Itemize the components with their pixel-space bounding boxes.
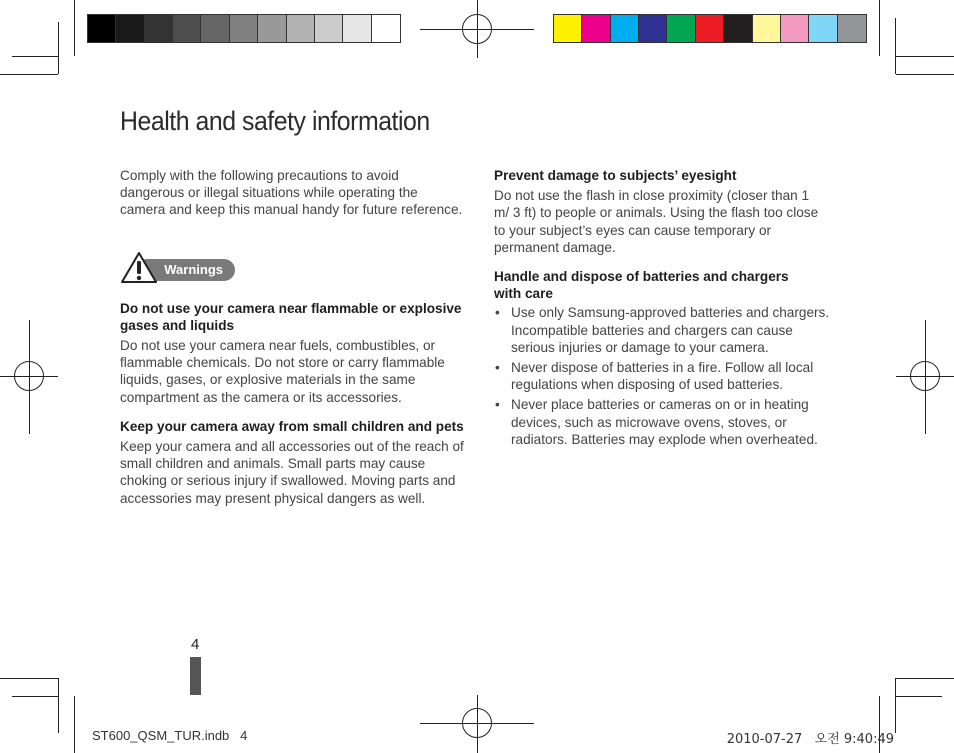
battery-bullet-list <box>494 304 839 448</box>
slug-timestamp: 2010-07-27 오전 9:40:49 <box>726 732 894 747</box>
registration-mark-right <box>910 361 940 391</box>
section-body-flammable: Do not use your camera near fuels, combustibles, or flammable chemicals. Do not store or carry flammable liquids, gases, or explosive materials in the same compartment as the camera or its accessories. <box>120 338 445 405</box>
color-swatch <box>809 15 837 42</box>
warnings-label: Warnings <box>136 259 235 281</box>
color-swatch <box>88 15 116 42</box>
registration-mark-bottom <box>462 708 492 738</box>
color-swatch <box>582 15 610 42</box>
crop-mark-top-left <box>74 0 75 56</box>
color-swatch <box>201 15 229 42</box>
color-swatch <box>554 15 582 42</box>
crop-mark-bottom-right <box>896 696 942 697</box>
section-heading-eyesight: Prevent damage to subjects’ eyesight <box>494 168 737 183</box>
color-swatch <box>639 15 667 42</box>
section-heading-children: Keep your camera away from small children and pets <box>120 418 464 434</box>
left-column <box>120 167 465 507</box>
intro-paragraph: Comply with the following precautions to avoid dangerous or illegal situations while operating the camera and keep this manual handy for future reference. <box>120 168 463 218</box>
color-swatch <box>230 15 258 42</box>
crop-mark-top-right <box>879 0 880 56</box>
section-body-eyesight: Do not use the flash in close proximity (closer than 1 m/ 3 ft) to people or animals. Using the flash too close to your subject’s eyes can cause temporary or permanent damage. <box>494 188 819 255</box>
page-title: Health and safety information <box>120 106 430 136</box>
crop-mark-bottom-left <box>12 696 58 697</box>
warning-triangle-icon <box>120 251 158 285</box>
color-swatch <box>781 15 809 42</box>
color-swatch <box>611 15 639 42</box>
color-swatch <box>145 15 173 42</box>
crop-mark-bottom-right <box>896 678 954 679</box>
section-heading-flammable: Do not use your camera near flammable or explosive gases and liquids <box>120 300 462 333</box>
crop-mark-bottom-right <box>895 678 896 733</box>
crop-mark-top-right <box>896 74 954 75</box>
list-item: • Never dispose of batteries in a fire. Follow all local regulations when disposing of used batteries. <box>494 359 839 393</box>
color-swatch <box>343 15 371 42</box>
crop-mark-bottom-left <box>0 678 58 679</box>
color-swatch <box>116 15 144 42</box>
page-number: 4 <box>191 636 200 653</box>
section-heading-batteries: Handle and dispose of batteries and chargers with care <box>494 269 789 302</box>
color-swatch-bar <box>553 14 867 43</box>
color-swatch <box>696 15 724 42</box>
warnings-badge <box>120 251 465 291</box>
color-swatch <box>724 15 752 42</box>
crop-mark-top-left <box>0 74 58 75</box>
color-swatch <box>667 15 695 42</box>
color-swatch <box>173 15 201 42</box>
right-column <box>494 167 839 451</box>
crop-mark-top-left <box>12 56 58 57</box>
list-item: • Use only Samsung-approved batteries and chargers. Incompatible batteries and chargers can cause serious injuries or damage to your camera. <box>494 304 839 356</box>
registration-mark-left <box>14 361 44 391</box>
section-body-children: Keep your camera and all accessories out of the reach of small children and animals. Small parts may cause choking or serious injury if swallowed. Moving parts and accessories may present physical dangers as well. <box>120 439 464 506</box>
color-swatch <box>753 15 781 42</box>
crop-mark-bottom-left <box>74 696 75 753</box>
grayscale-swatch-bar <box>87 14 401 43</box>
slug-filename: ST600_QSM_TUR.indb 4 <box>92 728 248 743</box>
list-item: • Never place batteries or cameras on or in heating devices, such as microwave ovens, stoves, or radiators. Batteries may explode when overheated. <box>494 396 839 448</box>
crop-mark-top-left <box>58 22 59 74</box>
color-swatch <box>258 15 286 42</box>
registration-mark-top <box>462 14 492 44</box>
color-swatch <box>315 15 343 42</box>
crop-mark-top-right <box>896 56 954 57</box>
crop-mark-top-right <box>895 18 896 74</box>
color-swatch <box>838 15 866 42</box>
color-swatch <box>372 15 400 42</box>
color-swatch <box>287 15 315 42</box>
crop-mark-bottom-left <box>58 678 59 733</box>
page-number-tab <box>190 657 201 695</box>
